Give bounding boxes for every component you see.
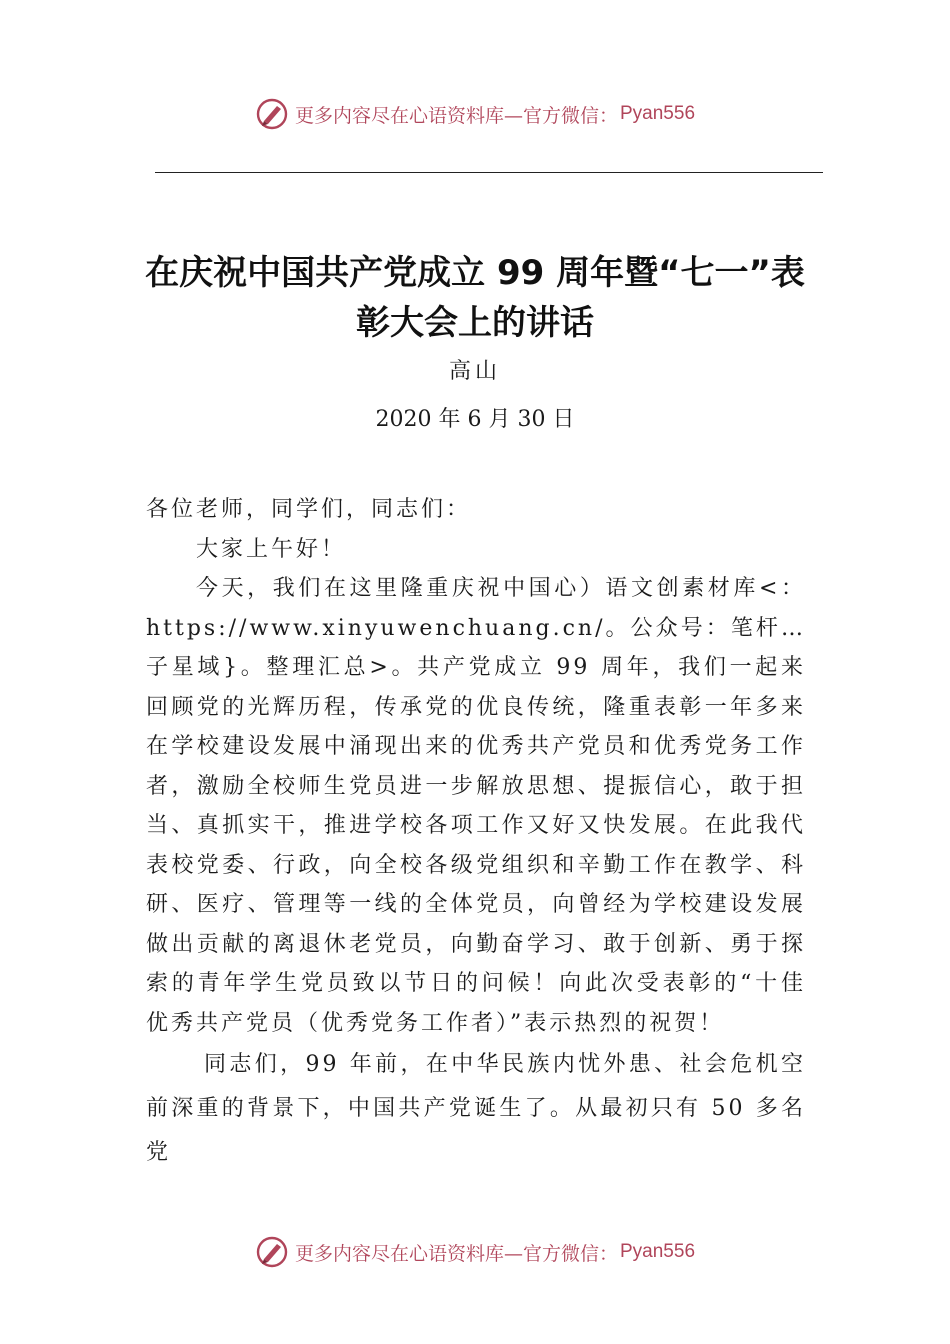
header-watermark-banner: [0, 94, 950, 134]
body-paragraph: 今天，我们在这里隆重庆祝中国心）语文创素材库<：https://www.xinyuwenchuang.cn/。公众号：笔杆…子星域}。整理汇总>。共产党成立 99 周年，我们一起来回顾党的光辉历程，传承党的优良传统，隆重表彰一年多来在学校建设发展中涌现出来的优秀共产党员和优秀党务工作者，激励全校师生党员进一步解放思想、提振信心，敢于担当、真抓实干，推进学校各项工作又好又快发展。在此我代表校党委、行政，向全校各级党组织和辛勤工作在教学、科研、医疗、管理等一线的全体党员，向曾经为学校建设发展做出贡献的离退休老党员，向勤奋学习、敢于创新、勇于探索的青年学生党员致以节日的问候！向此次受表彰的“十佳优秀共产党员（优秀党务工作者）”表示热烈的祝贺！: [146, 576, 806, 1036]
document-author: 高山: [448, 359, 501, 384]
greeting-paragraph: 大家上午好！: [196, 536, 347, 562]
footer-watermark-banner: [0, 1232, 950, 1272]
document-body: [146, 490, 806, 1175]
document-title: 在庆祝中国共产党成立 99 周年暨“七一”表彰大会上的讲话: [145, 253, 805, 343]
header-divider: [155, 172, 823, 173]
banner-text: 更多内容尽在心语资料库—官方微信：: [294, 104, 618, 127]
banner-wechat-handle: Pyan556: [620, 103, 696, 124]
pen-logo-icon: [255, 97, 289, 131]
banner-wechat-handle: Pyan556: [620, 1241, 696, 1262]
pen-logo-icon: [255, 1235, 289, 1269]
document-date: 2020 年 6 月 30 日: [375, 407, 575, 432]
salutation: 各位老师，同学们，同志们：: [146, 497, 472, 522]
banner-text: 更多内容尽在心语资料库—官方微信：: [294, 1242, 618, 1265]
body-paragraph: 同志们，99 年前，在中华民族内忧外患、社会危机空前深重的背景下，中国共产党诞生了。从最初只有 50 多名党: [146, 1052, 806, 1165]
